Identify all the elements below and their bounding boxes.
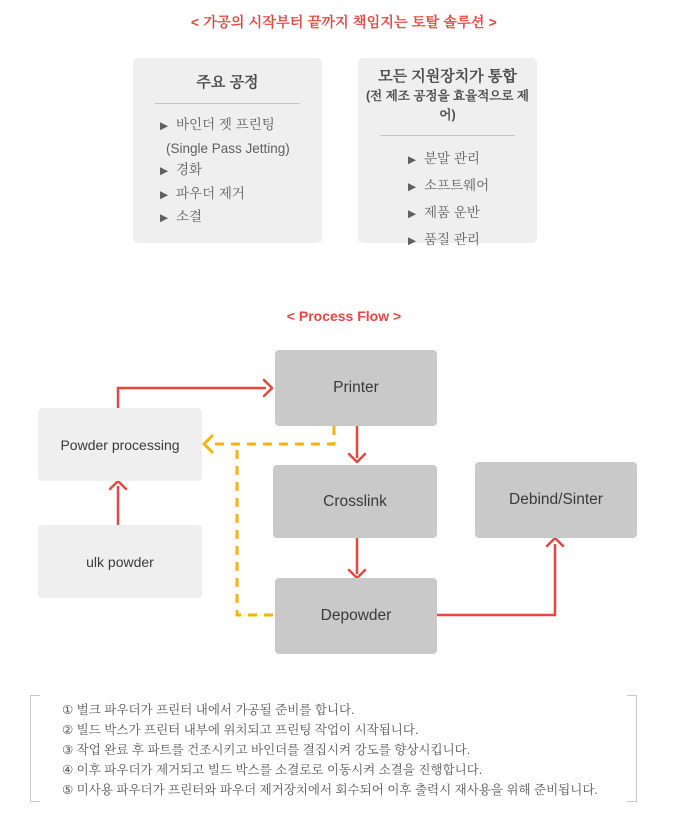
card-list	[133, 114, 322, 230]
card-main-processes	[133, 58, 322, 243]
arrowhead-up-icon	[547, 538, 563, 546]
step-line: ① 벌크 파우더가 프린터 내에서 가공될 준비를 합니다.	[62, 703, 355, 717]
flow-node-debind-sinter: Debind/Sinter	[475, 462, 637, 538]
yellow-dashed-printer-to-powderproc	[208, 426, 334, 444]
card-integrated-support	[358, 58, 537, 247]
list-item-label: (Single Pass Jetting)	[166, 140, 290, 156]
flow-diagram-title: < Process Flow >	[286, 308, 402, 324]
arrowhead-down-icon	[349, 570, 365, 578]
list-item-label: 제품 운반	[424, 205, 480, 220]
list-item	[160, 183, 322, 207]
card-subtitle: (전 제조 공정을 효율적으로 제어)	[366, 89, 529, 122]
process-steps-note	[30, 695, 637, 802]
arrowhead-right-icon	[264, 380, 272, 396]
list-item	[160, 138, 322, 160]
divider	[155, 103, 300, 104]
list-item-label: 소프트웨어	[424, 178, 490, 193]
flow-node-powder-processing: Powder processing	[38, 408, 202, 481]
list-item	[160, 159, 322, 183]
list-item-label: 경화	[176, 162, 203, 177]
yellow-dashed-depowder-to-powderproc	[237, 444, 273, 615]
divider	[380, 135, 515, 136]
card-title: 주요 공정	[196, 74, 259, 91]
list-item	[160, 114, 322, 138]
card-title: 모든 지원장치가 통합	[378, 68, 517, 85]
triangle-bullet-icon: ▶	[408, 181, 417, 193]
step-line: ② 빌드 박스가 프린터 내부에 위치되고 프린팅 작업이 시작됩니다.	[62, 723, 419, 737]
triangle-bullet-icon: ▶	[408, 154, 417, 166]
step-line: ④ 이후 파우더가 제거되고 빌드 박스를 소결로로 이동시켜 소결을 진행합니다.	[62, 763, 483, 777]
list-item-label: 파우더 제거	[176, 185, 245, 201]
flow-node-depowder: Depowder	[275, 578, 437, 654]
list-item-label: 분말 관리	[424, 151, 480, 166]
triangle-bullet-icon: ▶	[160, 120, 169, 132]
info-cards-row	[133, 58, 537, 247]
left-bracket	[30, 695, 40, 802]
triangle-bullet-icon: ▶	[160, 188, 169, 201]
list-item-label: 소결	[176, 209, 203, 224]
list-item	[160, 206, 322, 230]
page-title: < 가공의 시작부터 끝까지 책임지는 토탈 솔루션 >	[190, 14, 498, 30]
step-line: ③ 작업 완료 후 파트를 건조시키고 바인더를 결집시켜 강도를 향상시킵니다.	[62, 743, 471, 757]
triangle-bullet-icon: ▶	[160, 212, 169, 224]
card-list	[358, 146, 537, 254]
arrowhead-up-icon	[110, 481, 126, 489]
red-arrow-depowder-to-debind	[437, 544, 555, 615]
list-item-label: 품질 관리	[424, 232, 480, 247]
arrowhead-left-icon	[204, 436, 212, 452]
triangle-bullet-icon: ▶	[408, 235, 417, 247]
list-item-label: 바인더 젯 프린팅	[176, 117, 275, 132]
flow-node-crosslink: Crosslink	[273, 465, 437, 538]
flow-node-bulk-powder: ulk powder	[38, 525, 202, 598]
list-item	[408, 227, 537, 254]
flow-diagram	[0, 340, 688, 670]
red-arrow-powderproc-to-printer	[118, 388, 266, 408]
right-bracket	[627, 695, 637, 802]
list-item	[408, 173, 537, 200]
triangle-bullet-icon: ▶	[160, 165, 169, 177]
triangle-bullet-icon: ▶	[408, 208, 417, 220]
list-item	[408, 146, 537, 173]
list-item	[408, 200, 537, 227]
flow-node-printer: Printer	[275, 350, 437, 426]
step-line: ⑤ 미사용 파우더가 프린터와 파우더 제거장치에서 회수되어 이후 출력시 재사용을 위해 준비됩니다.	[62, 783, 598, 797]
arrowhead-down-icon	[349, 454, 365, 462]
steps-list	[62, 700, 598, 800]
